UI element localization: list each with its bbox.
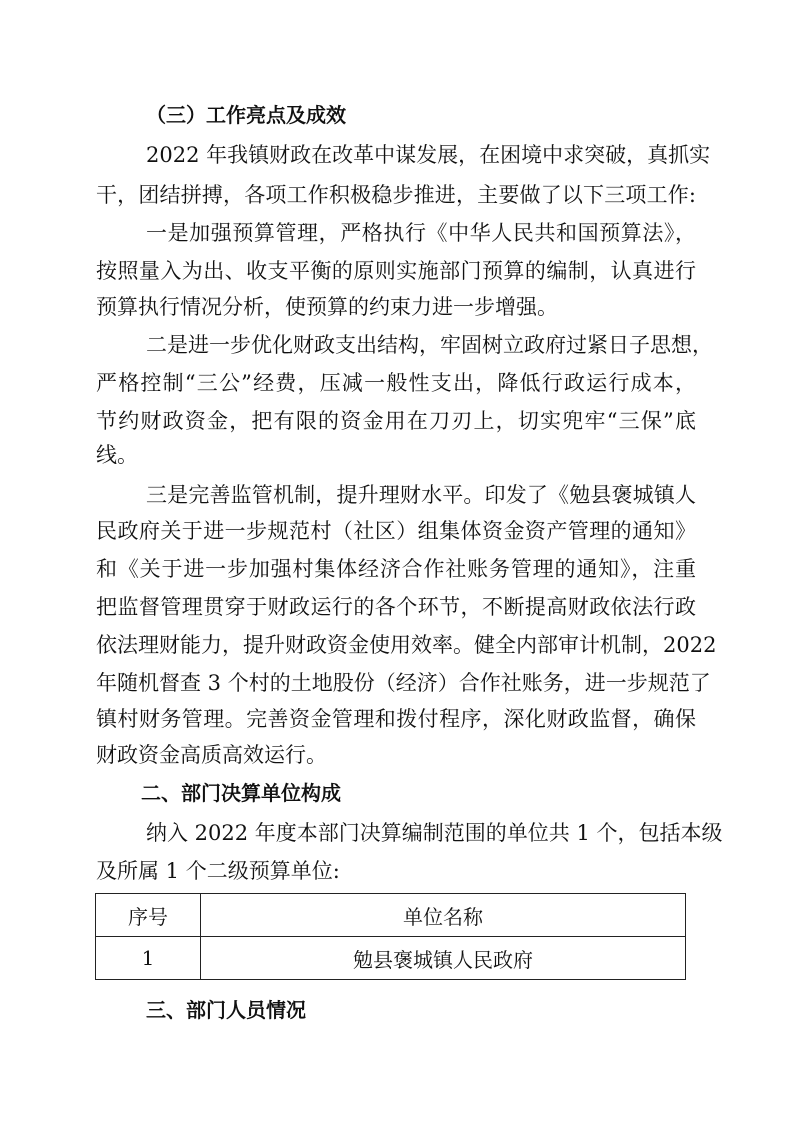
units-line-2: 及所属 1 个二级预算单位: bbox=[96, 859, 340, 883]
cell-unit-name: 勉县褒城镇人民政府 bbox=[201, 937, 686, 980]
heading-units: 二、部门决算单位构成 bbox=[141, 781, 341, 805]
second-point-line-3: 节约财政资金，把有限的资金用在刀刃上，切实兜牢“三保”底 bbox=[96, 409, 696, 433]
second-point-line-1: 二是进一步优化财政支出结构，牢固树立政府过紧日子思想， bbox=[146, 333, 713, 357]
unit-table bbox=[95, 893, 686, 980]
first-point-line-1: 一是加强预算管理，严格执行《中华人民共和国预算法》， bbox=[146, 221, 696, 245]
third-point-line-5: 依法理财能力，提升财政资金使用效率。健全内部审计机制，2022 bbox=[96, 633, 717, 657]
cell-index: 1 bbox=[96, 937, 201, 980]
third-point-line-2: 民政府关于进一步规范村（社区）组集体资金资产管理的通知》 bbox=[96, 519, 696, 543]
table-row bbox=[96, 937, 686, 980]
third-point-line-3: 和《关于进一步加强村集体经济合作社账务管理的通知》，注重 bbox=[96, 557, 696, 581]
header-unit-name: 单位名称 bbox=[201, 894, 686, 937]
intro-line-2: 干，团结拼搏，各项工作积极稳步推进，主要做了以下三项工作: bbox=[96, 183, 696, 207]
intro-line-1: 2022 年我镇财政在改革中谋发展，在困境中求突破，真抓实 bbox=[146, 143, 711, 167]
second-point-line-2: 严格控制“三公”经费，压减一般性支出，降低行政运行成本， bbox=[96, 371, 696, 395]
third-point-line-1: 三是完善监管机制，提升理财水平。印发了《勉县褒城镇人 bbox=[146, 483, 696, 507]
first-point-line-3: 预算执行情况分析，使预算的约束力进一步增强。 bbox=[96, 295, 558, 319]
third-point-line-7: 镇村财务管理。完善资金管理和拨付程序，深化财政监督，确保 bbox=[96, 707, 696, 731]
second-point-line-4: 线。 bbox=[96, 443, 138, 467]
third-point-line-8: 财政资金高质高效运行。 bbox=[96, 743, 327, 767]
first-point-line-2: 按照量入为出、收支平衡的原则实施部门预算的编制，认真进行 bbox=[96, 259, 696, 283]
header-index: 序号 bbox=[96, 894, 201, 937]
heading-staff: 三、部门人员情况 bbox=[146, 998, 306, 1022]
units-line-1: 纳入 2022 年度本部门决算编制范围的单位共 1 个，包括本级 bbox=[146, 821, 723, 845]
third-point-line-4: 把监督管理贯穿于财政运行的各个环节，不断提高财政依法行政 bbox=[96, 595, 696, 619]
table-header-row bbox=[96, 894, 686, 937]
heading-highlights: （三）工作亮点及成效 bbox=[146, 103, 346, 127]
third-point-line-6: 年随机督查 3 个村的土地股份（经济）合作社账务，进一步规范了 bbox=[96, 671, 711, 695]
